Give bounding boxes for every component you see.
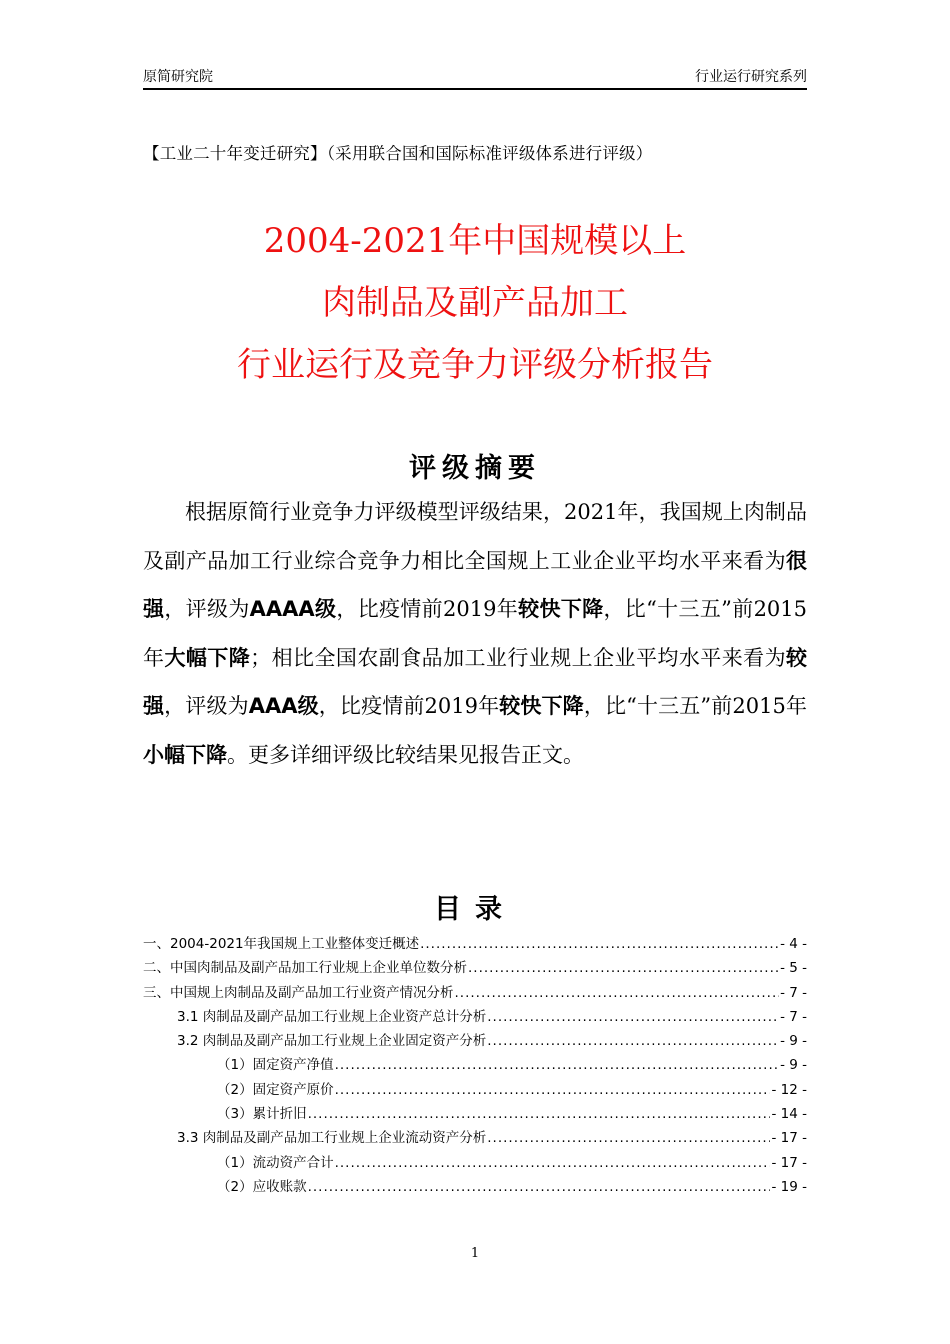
summary-text: ，评级为 xyxy=(164,694,249,718)
summary-text: ，比“十三五”前2015年 xyxy=(583,694,808,718)
summary-emphasis: 较强 xyxy=(143,645,808,718)
toc-entry-page: - 4 - xyxy=(780,936,807,952)
header-publisher: 原简研究院 xyxy=(143,69,213,85)
toc-leader-dots xyxy=(420,936,779,952)
toc-leader-dots xyxy=(455,985,780,1001)
toc-entry[interactable] xyxy=(143,981,807,1005)
table-of-contents xyxy=(143,932,807,1199)
summary-text: ，比疫情前2019年 xyxy=(336,597,519,621)
toc-entry-page: - 14 - xyxy=(771,1106,807,1123)
toc-leader-dots xyxy=(487,1130,770,1146)
toc-entry[interactable] xyxy=(143,1053,807,1077)
toc-entry-page: - 9 - xyxy=(780,1057,807,1074)
summary-text: ，比疫情前2019年 xyxy=(318,694,500,718)
series-line: 【工业二十年变迁研究】（采用联合国和国际标准评级体系进行评级） xyxy=(143,144,653,163)
toc-entry-page: - 19 - xyxy=(771,1178,807,1195)
page-number: 1 xyxy=(470,1246,480,1261)
toc-entry[interactable] xyxy=(143,1175,807,1199)
toc-leader-dots xyxy=(308,1106,771,1122)
toc-entry[interactable] xyxy=(143,956,807,980)
summary-emphasis: 大幅下降 xyxy=(164,645,251,670)
summary-emphasis: 小幅下降 xyxy=(143,742,227,767)
summary-text: ；相比全国农副食品加工业行业规上企业平均水平来看为 xyxy=(250,645,787,670)
toc-entry-label: 3.3 肉制品及副产品加工行业规上企业流动资产分析 xyxy=(177,1130,487,1147)
summary-text: 。更多详细评级比较结果见报告正文。 xyxy=(227,742,584,767)
toc-leader-dots xyxy=(487,1009,779,1025)
toc-entry[interactable] xyxy=(143,932,807,956)
toc-leader-dots xyxy=(487,1033,779,1049)
toc-leader-dots xyxy=(335,1057,779,1073)
toc-leader-dots xyxy=(335,1155,771,1171)
toc-entry-page: - 17 - xyxy=(771,1154,807,1171)
summary-emphasis: AAAA级 xyxy=(249,597,337,621)
toc-entry[interactable] xyxy=(143,1078,807,1102)
toc-entry-page: - 7 - xyxy=(780,1008,807,1025)
toc-entry-label: 一、2004-2021年我国规上工业整体变迁概述 xyxy=(143,936,420,952)
toc-entry[interactable] xyxy=(143,1126,807,1150)
toc-entry-label: （3）累计折旧 xyxy=(217,1106,307,1123)
toc-entry-label: 3.1 肉制品及副产品加工行业规上企业资产总计分析 xyxy=(177,1008,487,1025)
toc-entry-label: 3.2 肉制品及副产品加工行业规上企业固定资产分析 xyxy=(177,1033,487,1050)
toc-entry-label: （2）固定资产原价 xyxy=(217,1081,334,1098)
toc-leader-dots xyxy=(335,1082,771,1098)
toc-entry[interactable] xyxy=(143,1151,807,1175)
summary-text: ，比“十三五”前2015年 xyxy=(143,597,808,670)
summary-heading: 评级摘要 xyxy=(409,453,541,484)
toc-entry-label: （1）固定资产净值 xyxy=(217,1057,334,1074)
summary-emphasis: AAA级 xyxy=(248,694,319,718)
toc-entry-page: - 7 - xyxy=(780,984,807,1001)
summary-paragraph xyxy=(143,488,807,779)
page-header xyxy=(143,66,807,90)
report-title-line-2: 肉制品及副产品加工 xyxy=(322,283,628,323)
toc-entry[interactable] xyxy=(143,1005,807,1029)
toc-leader-dots xyxy=(308,1179,771,1195)
toc-entry-page: - 12 - xyxy=(771,1081,807,1098)
summary-emphasis: 较快下降 xyxy=(499,694,584,718)
report-title-line-1: 2004-2021年中国规模以上 xyxy=(263,221,687,261)
summary-emphasis: 较快下降 xyxy=(518,597,604,621)
toc-entry-label: 三、中国规上肉制品及副产品加工行业资产情况分析 xyxy=(143,984,454,1001)
header-series: 行业运行研究系列 xyxy=(695,69,807,85)
toc-entry-label: （2）应收账款 xyxy=(217,1178,307,1195)
toc-heading: 目录 xyxy=(434,894,516,925)
toc-entry-page: - 5 - xyxy=(780,960,807,977)
summary-text: ，评级为 xyxy=(164,597,250,621)
summary-emphasis: 很强 xyxy=(143,548,807,621)
toc-entry[interactable] xyxy=(143,1102,807,1126)
toc-entry-page: - 9 - xyxy=(780,1033,807,1050)
toc-entry-label: 二、中国肉制品及副产品加工行业规上企业单位数分析 xyxy=(143,960,467,977)
toc-entry-label: （1）流动资产合计 xyxy=(217,1154,334,1171)
summary-text: 根据原简行业竞争力评级模型评级结果，2021年，我国规上肉制品及副产品加工行业综合竞争力相比全国规上工业企业平均水平来看为 xyxy=(143,500,807,573)
report-title-line-3: 行业运行及竞争力评级分析报告 xyxy=(237,345,713,385)
toc-entry[interactable] xyxy=(143,1029,807,1053)
toc-leader-dots xyxy=(468,960,779,976)
toc-entry-page: - 17 - xyxy=(771,1130,807,1147)
